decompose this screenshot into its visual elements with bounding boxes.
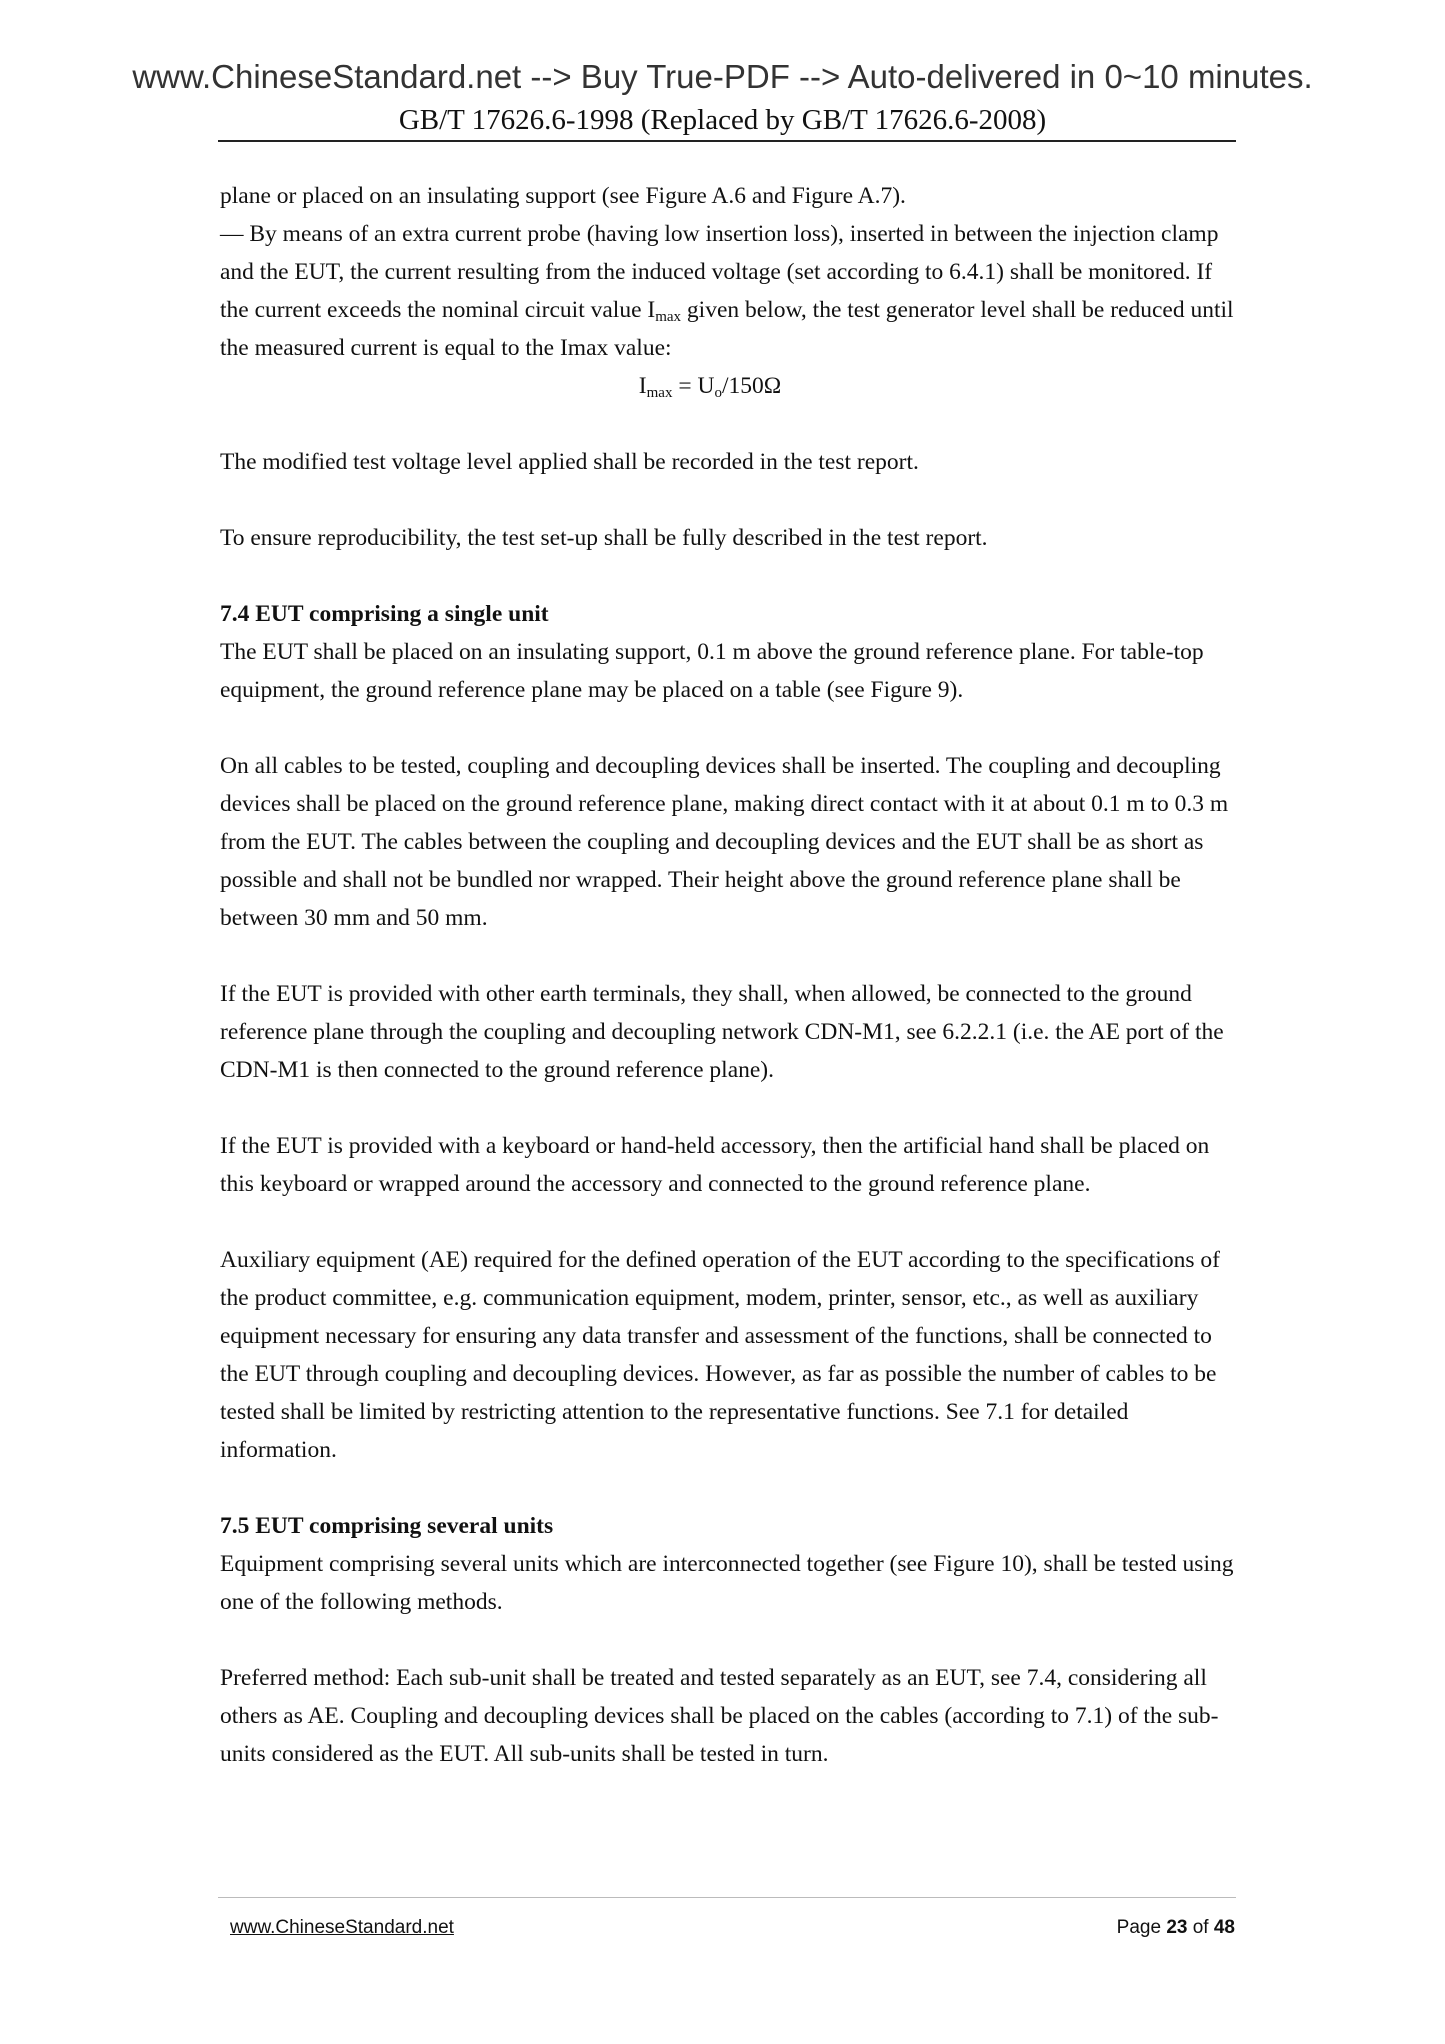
- section-heading-7-4: 7.4 EUT comprising a single unit: [220, 601, 549, 627]
- standard-title: GB/T 17626.6-1998 (Replaced by GB/T 17626.6-2008): [398, 104, 1047, 136]
- paragraph: The modified test voltage level applied shall be recorded in the test report.: [220, 449, 919, 475]
- paragraph: The EUT shall be placed on an insulating support, 0.1 m above the ground reference plane. For table-top equipment, the ground reference plane may be placed on a table (see Figure 9).: [220, 639, 1204, 703]
- header-divider: [218, 140, 1236, 142]
- paragraph: Auxiliary equipment (AE) required for the defined operation of the EUT according to the specifications of the product committee, e.g. communication equipment, modem, printer, sensor, etc., as well as auxiliary equipment necessary for ensuring any data transfer and assessment of the functions, shall be connected to the EUT through coupling and decoupling devices. However, as far as possible the number of cables to be tested shall be limited by restricting attention to the representative functions. See 7.1 for detailed information.: [220, 1247, 1220, 1463]
- page-indicator: Page 23 of 48: [1116, 1917, 1235, 1938]
- paragraph: On all cables to be tested, coupling and decoupling devices shall be inserted. The coupling and decoupling devices shall be placed on the ground reference plane, making direct contact with it at about 0.1 m to 0.3 m from the EUT. The cables between the coupling and decoupling devices and the EUT shall be as short as possible and shall not be bundled nor wrapped. Their height above the ground reference plane shall be between 30 mm and 50 mm.: [220, 753, 1229, 931]
- paragraph: — By means of an extra current probe (having low insertion loss), inserted in between the injection clamp and the EUT, the current resulting from the induced voltage (set according to 6.4.1) shall be monitored. If the current exceeds the nominal circuit value $I_{max}$ given below, the test generator level shall be reduced until the measured current is equal to the Imax value:: [220, 221, 1234, 361]
- section-heading-7-5: 7.5 EUT comprising several units: [220, 1513, 554, 1539]
- paragraph: To ensure reproducibility, the test set-up shall be fully described in the test report.: [220, 525, 988, 551]
- paragraph: Equipment comprising several units which are interconnected together (see Figure 10), shall be tested using one of the following methods.: [220, 1551, 1234, 1615]
- formula: $I_{max} = U_o/150\Omega$: [638, 373, 782, 401]
- paragraph: If the EUT is provided with other earth terminals, they shall, when allowed, be connected to the ground reference plane through the coupling and decoupling network CDN-M1, see 6.2.2.1 (i.e. the AE port of the CDN-M1 is then connected to the ground reference plane).: [220, 981, 1224, 1083]
- paragraph: Preferred method: Each sub-unit shall be treated and tested separately as an EUT, see 7.4, considering all others as AE. Coupling and decoupling devices shall be placed on the cables (according to 7.1) of the sub-units considered as the EUT. All sub-units shall be tested in turn.: [220, 1665, 1219, 1767]
- promo-banner[interactable]: www.ChineseStandard.net --> Buy True-PDF --> Auto-delivered in 0~10 minutes.: [132, 58, 1313, 95]
- document-body: [220, 177, 1240, 1811]
- paragraph: If the EUT is provided with a keyboard or hand-held accessory, then the artificial hand shall be placed on this keyboard or wrapped around the accessory and connected to the ground reference plane.: [220, 1133, 1210, 1197]
- paragraph: plane or placed on an insulating support (see Figure A.6 and Figure A.7).: [220, 183, 906, 209]
- footer-divider: [218, 1897, 1236, 1898]
- footer-link[interactable]: www.ChineseStandard.net: [230, 1917, 454, 1938]
